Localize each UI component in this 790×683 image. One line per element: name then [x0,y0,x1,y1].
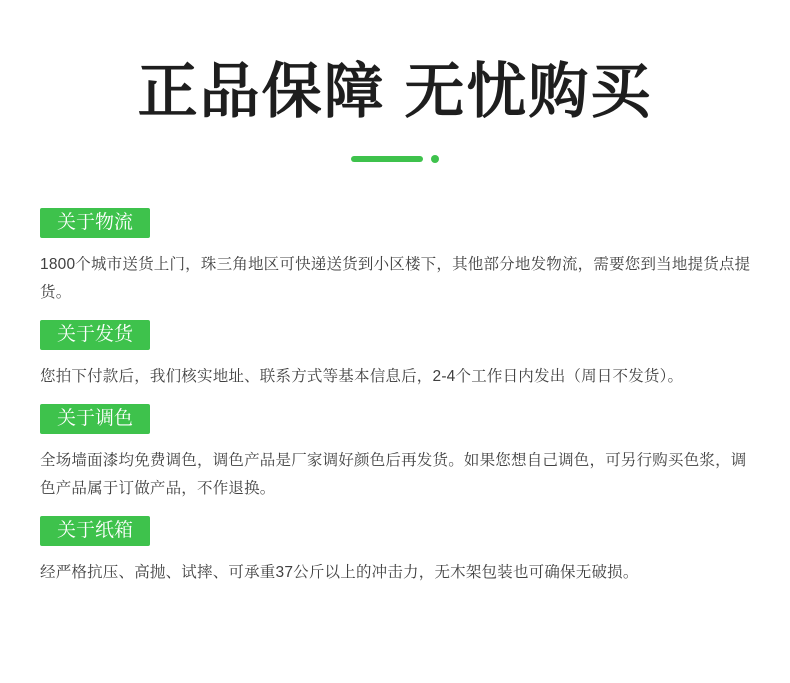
section-logistics-text: 1800个城市送货上门，珠三角地区可快递送货到小区楼下，其他部分地发物流，需要您到当地提货点提货。 [40,255,751,301]
info-sections [40,208,758,587]
section-shipping-text: 您拍下付款后，我们核实地址、联系方式等基本信息后，2-4个工作日内发出（周日不发货）。 [40,367,684,385]
page-title: 正品保障 无忧购买 [137,58,653,125]
section-logistics [40,208,758,307]
title-divider [0,155,790,163]
section-carton [40,516,758,587]
divider-dot-icon [431,155,439,163]
section-tinting-text: 全场墙面漆均免费调色，调色产品是厂家调好颜色后再发货。如果您想自己调色，可另行购买色浆，调色产品属于订做产品，不作退换。 [40,451,747,497]
section-logistics-badge: 关于物流 [40,208,150,238]
section-shipping [40,320,758,391]
section-carton-text: 经严格抗压、高抛、试摔、可承重37公斤以上的冲击力，无木架包装也可确保无破损。 [40,563,639,581]
section-tinting-badge: 关于调色 [40,404,150,434]
section-carton-badge: 关于纸箱 [40,516,150,546]
divider-line-icon [351,156,423,162]
section-tinting [40,404,758,503]
section-shipping-badge: 关于发货 [40,320,150,350]
